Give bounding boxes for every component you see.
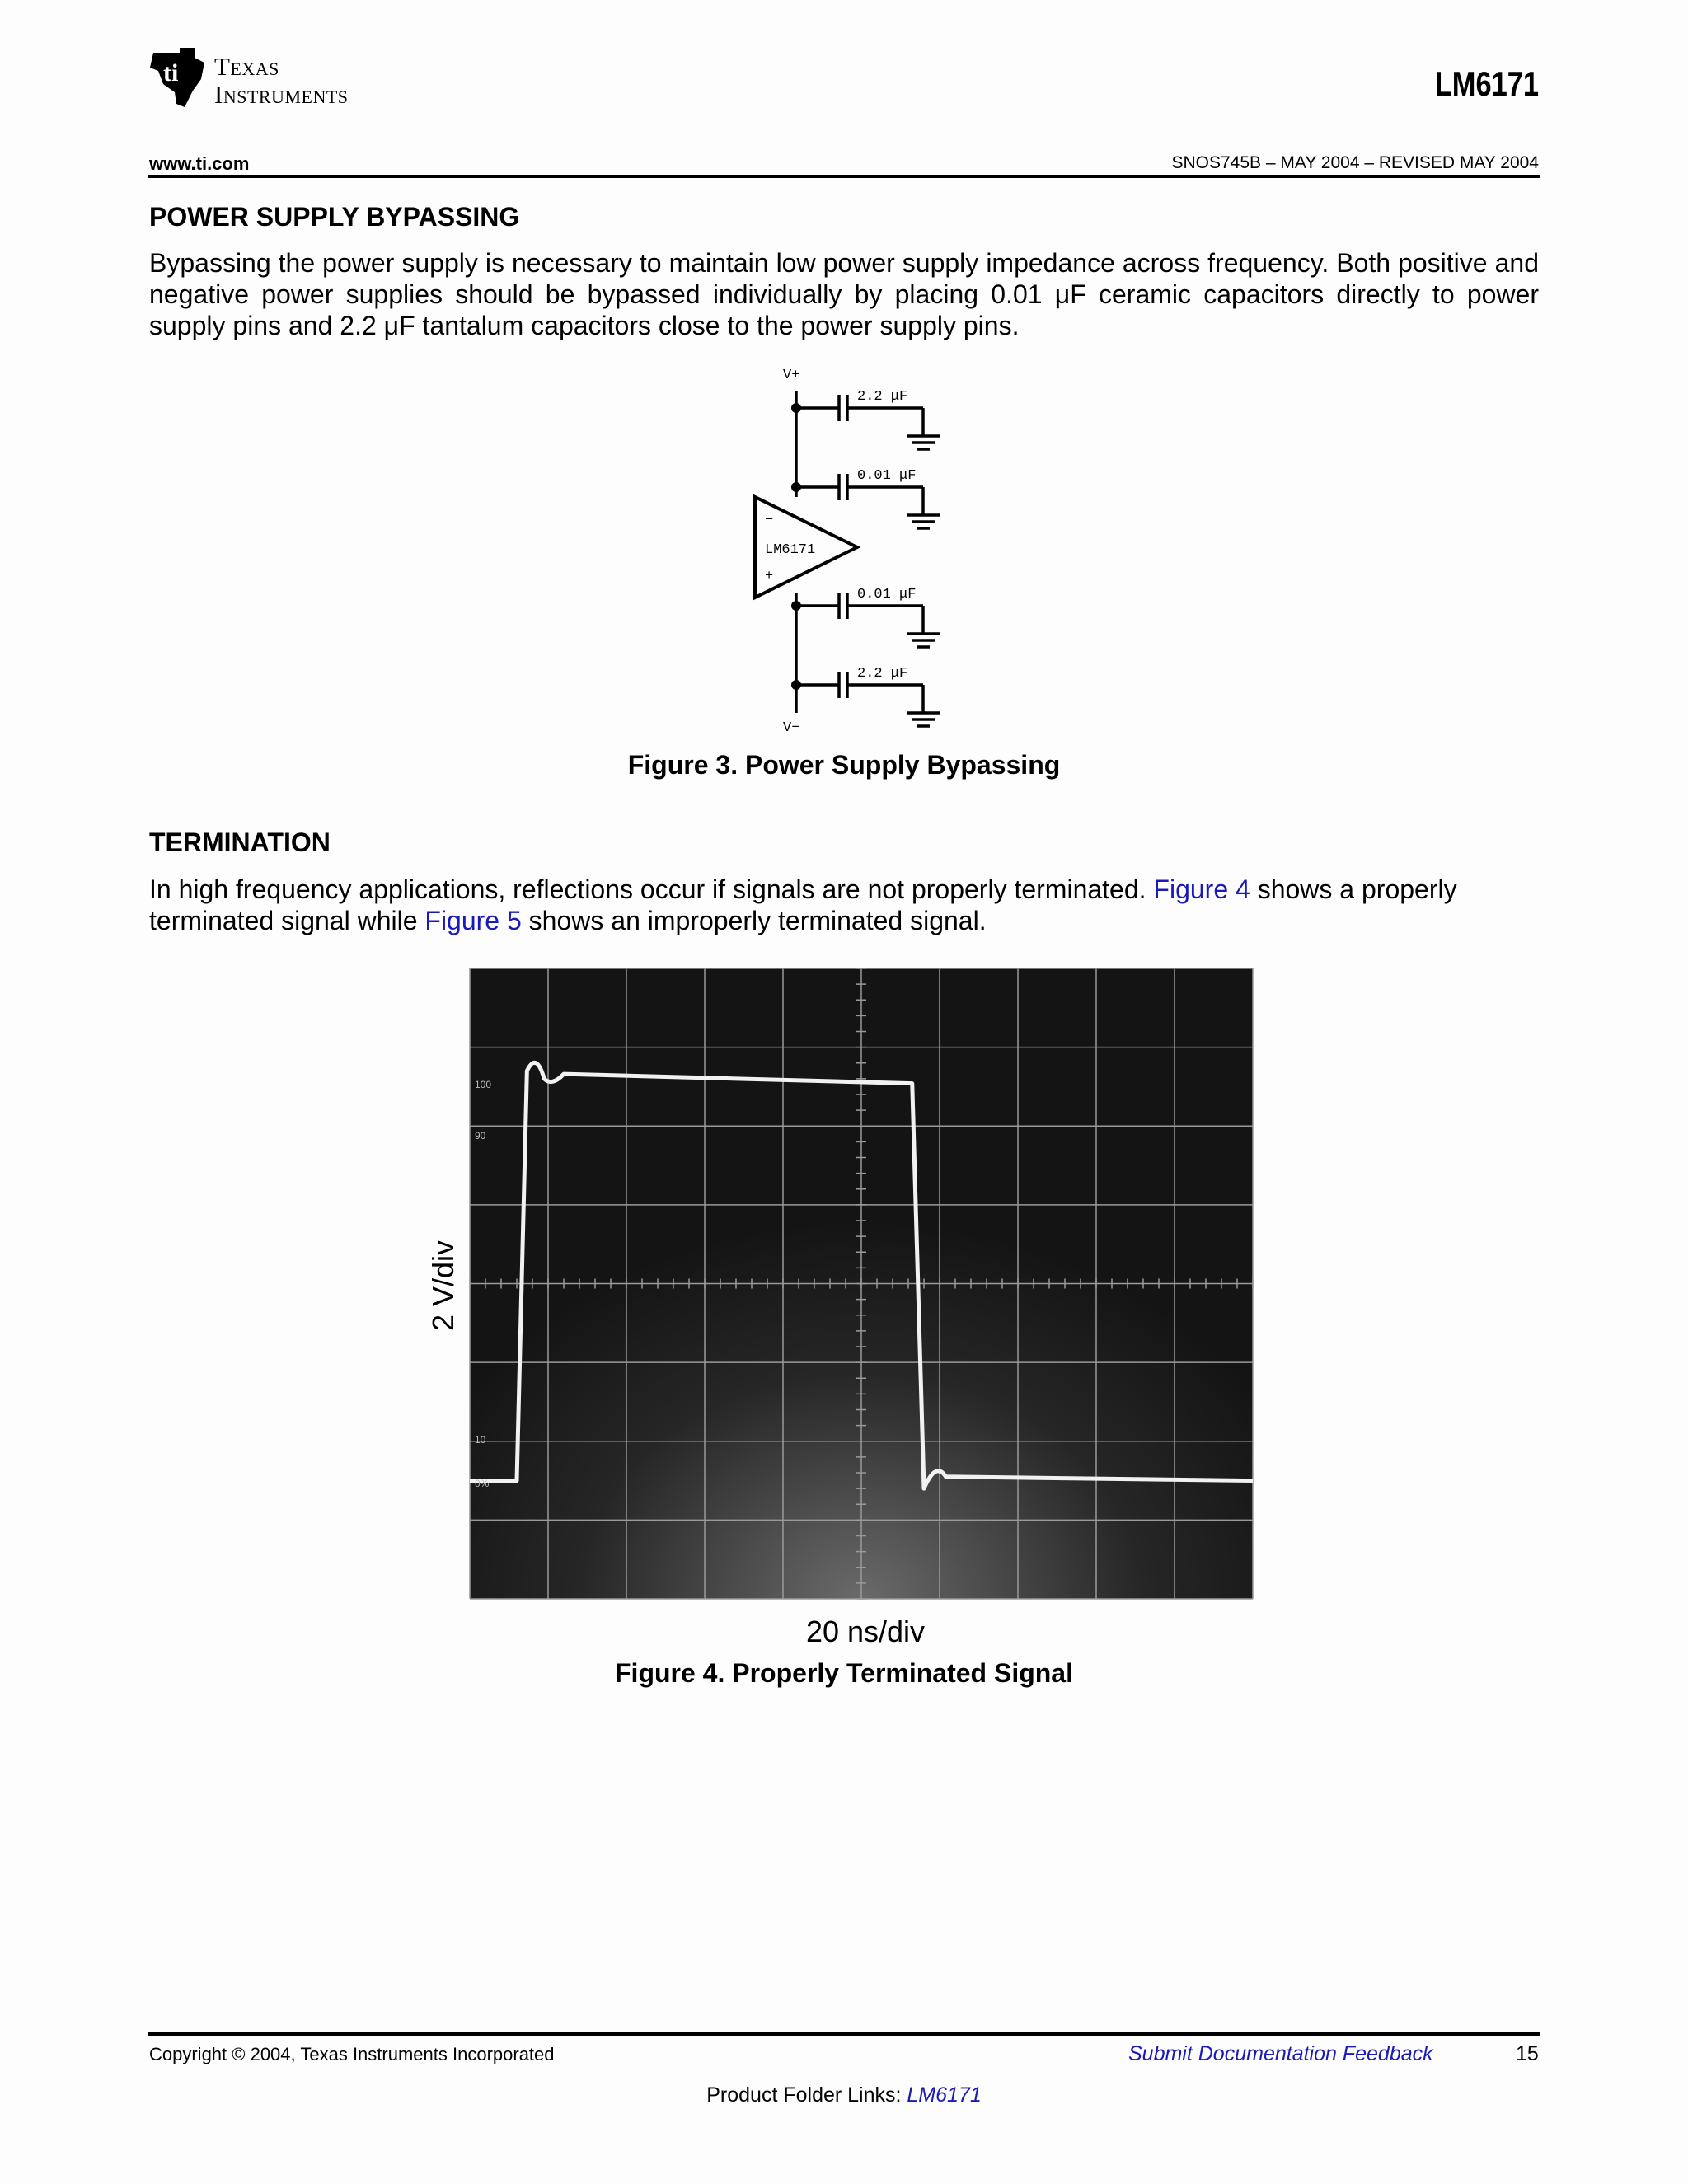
termination-text-3: terminated signal while — [149, 906, 425, 935]
header-rule — [148, 175, 1540, 178]
x-axis-label: 20 ns/div — [805, 1615, 926, 1648]
figure-4-caption: Figure 4. Properly Terminated Signal — [615, 1658, 1073, 1688]
product-folder-links — [0, 2083, 1688, 2107]
vplus-label: V+ — [783, 368, 800, 383]
svg-text:ti: ti — [163, 59, 179, 87]
cap-label-4: 2.2 μF — [857, 666, 908, 682]
marker-90: 90 — [475, 1130, 486, 1141]
opamp-minus-sign: − — [765, 513, 774, 528]
ti-logo-text — [214, 53, 349, 109]
website-link[interactable]: www.ti.com — [149, 153, 250, 174]
copyright-text: Copyright © 2004, Texas Instruments Incorporated — [149, 2044, 555, 2064]
opamp-plus-sign: + — [765, 569, 774, 584]
logo-line-2: Instruments — [214, 80, 349, 109]
cap-label-1: 2.2 μF — [857, 389, 908, 405]
document-id: LM6171 — [1434, 64, 1539, 103]
submit-feedback-link[interactable]: Submit Documentation Feedback — [1128, 2042, 1433, 2065]
junction-dot — [791, 601, 801, 611]
page-number: 15 — [1516, 2042, 1539, 2065]
junction-dot — [791, 680, 801, 690]
paragraph-termination — [149, 874, 1539, 936]
termination-text-1: In high frequency applications, reflections occur if signals are not properly terminated. — [149, 874, 1154, 904]
junction-dot — [791, 403, 801, 413]
figure-3-caption: Figure 3. Power Supply Bypassing — [627, 750, 1061, 780]
section-heading-bypassing: POWER SUPPLY BYPASSING — [149, 202, 520, 232]
bypass-circuit-diagram — [742, 359, 940, 738]
y-axis-label: 2 V/div — [426, 1240, 460, 1332]
figure-5-link[interactable]: Figure 5 — [424, 906, 522, 935]
marker-0: 0% — [475, 1478, 490, 1489]
cap-label-2: 0.01 μF — [857, 468, 917, 484]
opamp-label: LM6171 — [765, 542, 816, 558]
junction-dot — [791, 482, 801, 492]
ti-logo — [147, 46, 419, 120]
folder-label: Product Folder Links: — [706, 2083, 907, 2107]
section-heading-termination: TERMINATION — [149, 827, 331, 857]
revision-info: SNOS745B – MAY 2004 – REVISED MAY 2004 — [1171, 153, 1539, 172]
termination-text-4: shows an improperly terminated signal. — [521, 906, 987, 935]
paragraph-bypassing: Bypassing the power supply is necessary to maintain low power supply impedance across frequency. Both positive and negative power supplies should be bypassed individually by placing 0.01 μF ceramic capacitors directly to power supply pins and 2.2 μF tantalum capacitors close to the power supply pins. — [149, 248, 1539, 340]
footer-rule — [148, 2032, 1540, 2036]
oscilloscope-figure — [412, 964, 1286, 1652]
vminus-label: V− — [783, 720, 800, 736]
cap-label-3: 0.01 μF — [857, 587, 917, 602]
marker-10: 10 — [475, 1434, 486, 1446]
ti-logo-mark-icon — [147, 46, 208, 110]
logo-line-1: Texas — [214, 52, 279, 81]
product-folder-link[interactable]: LM6171 — [907, 2083, 982, 2107]
termination-text-2: shows a properly — [1250, 874, 1457, 904]
figure-4-link[interactable]: Figure 4 — [1153, 874, 1250, 904]
marker-100: 100 — [475, 1079, 492, 1090]
